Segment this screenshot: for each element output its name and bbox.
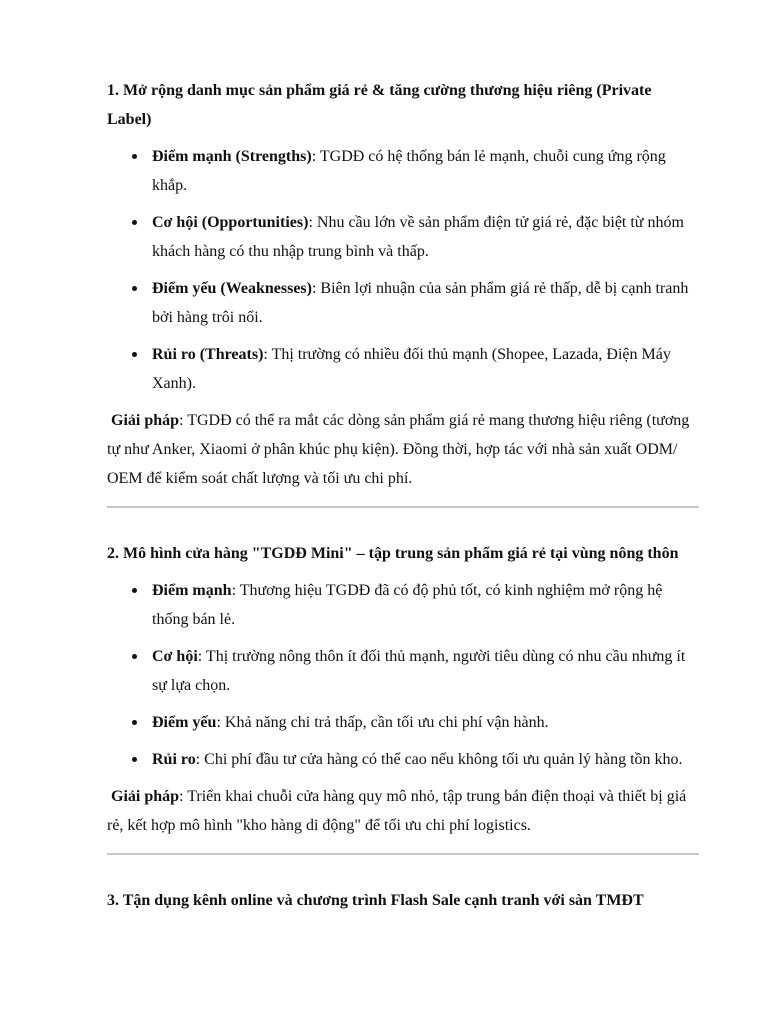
list-item [152,642,699,700]
list-item-text: : Thị trường nông thôn ít đối thủ mạnh, người tiêu dùng có nhu cầu nhưng ít sự lựa chọn. [152,648,686,694]
section-2-list [107,576,699,774]
list-item-term: Cơ hội [152,648,198,665]
section-1-list [107,142,699,398]
section-3 [107,886,699,915]
list-item-text: : Chi phí đầu tư cửa hàng có thể cao nếu không tối ưu quản lý hàng tồn kho. [195,751,683,768]
section-1-heading: 1. Mở rộng danh mục sản phẩm giá rẻ & tăng cường thương hiệu riêng (Private Label) [107,82,652,128]
section-1 [107,76,699,493]
list-item [152,708,699,737]
list-item-text: : Thị trường có nhiều đối thủ mạnh (Shopee, Lazada, Điện Máy Xanh). [152,346,671,392]
list-item-text: : Thương hiệu TGDĐ đã có độ phủ tốt, có kinh nghiệm mở rộng hệ thống bán lẻ. [152,582,663,628]
list-item-term: Điểm mạnh (Strengths) [152,148,312,165]
list-item [152,576,699,634]
list-item-term: Rủi ro (Threats) [152,346,264,363]
list-item-term: Điểm yếu [152,714,217,731]
document-content [107,76,699,915]
list-item [152,340,699,398]
section-1-solution [107,406,699,493]
section-2 [107,539,699,840]
list-item [152,745,699,774]
list-item-text: : Khả năng chi trả thấp, cần tối ưu chi phí vận hành. [216,714,549,731]
list-item-term: Điểm mạnh [152,582,232,599]
solution-label: Giải pháp [111,412,180,429]
solution-label: Giải pháp [111,788,180,805]
list-item-term: Rủi ro [152,751,196,768]
list-item-text: : Biên lợi nhuận của sản phẩm giá rẻ thấp, dễ bị cạnh tranh bởi hàng trôi nổi. [152,280,689,326]
list-item [152,208,699,266]
section-2-solution [107,782,699,840]
list-item-term: Điểm yếu (Weaknesses) [152,280,312,297]
list-item-text: : TGDĐ có hệ thống bán lẻ mạnh, chuỗi cung ứng rộng khắp. [152,148,666,194]
section-divider [107,853,699,855]
list-item-text: : Nhu cầu lớn về sản phẩm điện tử giá rẻ, đặc biệt từ nhóm khách hàng có thu nhập trung bình và thấp. [152,214,684,260]
section-3-heading: 3. Tận dụng kênh online và chương trình Flash Sale cạnh tranh với sàn TMĐT [107,892,644,909]
section-divider [107,506,699,508]
solution-text: : TGDĐ có thể ra mắt các dòng sản phẩm giá rẻ mang thương hiệu riêng (tương tự như Anker, Xiaomi ở phân khúc phụ kiện). Đồng thời, hợp tác với nhà sản xuất ODM/ OEM để kiểm soát chất lượng và tối ưu chi phí. [107,412,690,487]
list-item-term: Cơ hội (Opportunities) [152,214,309,231]
section-2-heading: 2. Mô hình cửa hàng "TGDĐ Mini" – tập trung sản phẩm giá rẻ tại vùng nông thôn [107,545,679,562]
list-item [152,274,699,332]
list-item [152,142,699,200]
solution-text: : Triển khai chuỗi cửa hàng quy mô nhỏ, tập trung bán điện thoại và thiết bị giá rẻ, kết hợp mô hình "kho hàng di động" để tối ưu chi phí logistics. [107,788,687,834]
